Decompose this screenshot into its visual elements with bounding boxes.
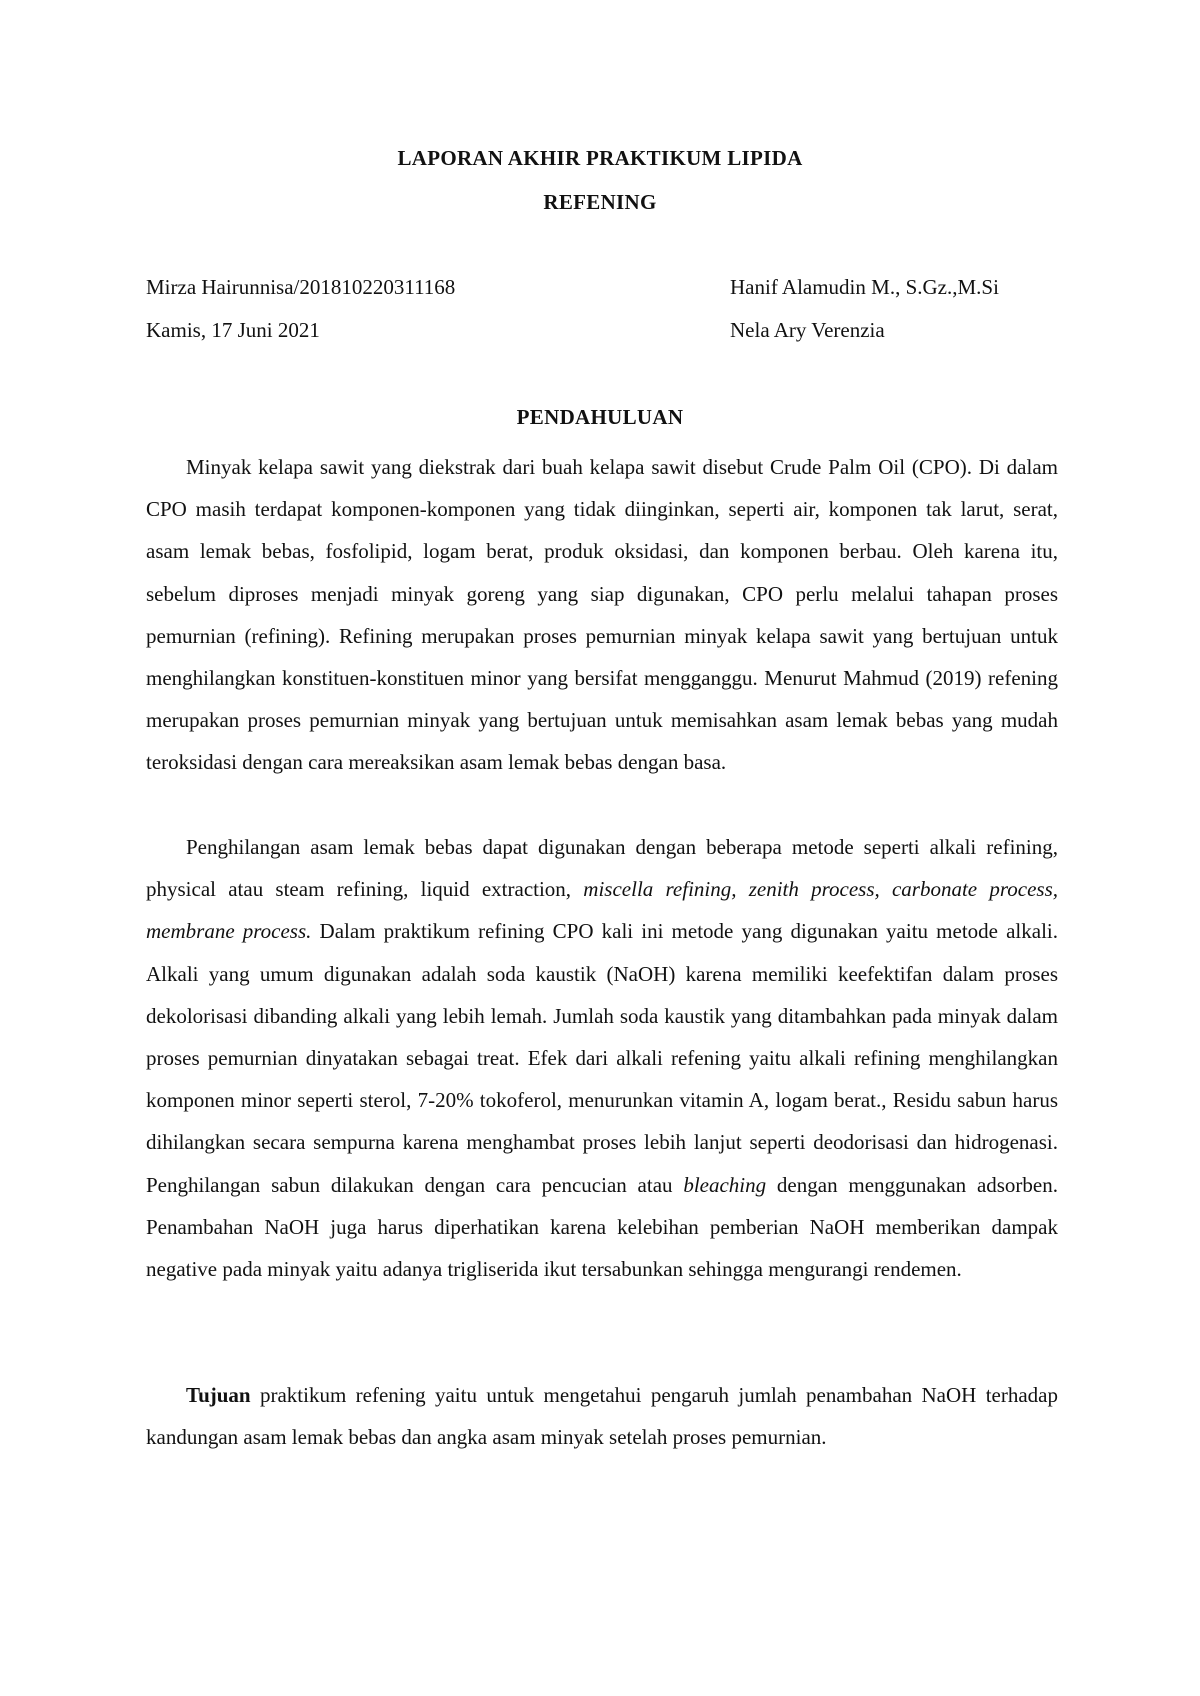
paragraph-objective — [146, 1374, 1058, 1458]
assistant-line: Nela Ary Verenzia — [730, 318, 885, 342]
paragraph-2-part3: dengan menggunakan adsorben. Penambahan NaOH juga harus diperhatikan karena kelebihan pemberian NaOH memberikan dampak negative pada minyak yaitu adanya trigliserida ikut tersabunkan sehingga mengurangi rendemen. — [146, 1172, 1058, 1282]
section-title: PENDAHULUAN — [516, 405, 684, 429]
author-line: Mirza Hairunnisa/201810220311168 — [146, 275, 456, 299]
paragraph-2-text — [146, 826, 1058, 1290]
date-line: Kamis, 17 Juni 2021 — [146, 318, 320, 342]
paragraph-2-italic-methods: miscella refining, zenith process, carbonate process, membrane process. — [146, 877, 1058, 944]
lecturer-line: Hanif Alamudin M., S.Gz.,M.Si — [730, 275, 999, 299]
paragraph-methods — [146, 826, 1058, 1290]
paragraph-intro — [146, 446, 1058, 784]
paragraph-1-text: Minyak kelapa sawit yang diekstrak dari buah kelapa sawit disebut Crude Palm Oil (CPO). Di dalam CPO masih terdapat komponen-komponen yang tidak diinginkan, seperti air, komponen tak larut, serat, asam lemak bebas, fosfolipid, logam berat, produk oksidasi, dan komponen berbau. Oleh karena itu, sebelum diproses menjadi minyak goreng yang siap digunakan, CPO perlu melalui tahapan proses pemurnian (refining). Refining merupakan proses pemurnian minyak kelapa sawit yang bertujuan untuk menghilangkan konstituen-konstituen minor yang bersifat mengganggu. Menurut Mahmud (2019) refening merupakan proses pemurnian minyak yang bertujuan untuk memisahkan asam lemak bebas yang mudah teroksidasi dengan cara mereaksikan asam lemak bebas dengan basa. — [146, 455, 1058, 775]
report-subtitle: REFENING — [543, 190, 657, 214]
paragraph-2-italic-bleaching: bleaching — [683, 1172, 767, 1197]
objective-rest: praktikum refening yaitu untuk mengetahui pengaruh jumlah penambahan NaOH terhadap kandungan asam lemak bebas dan angka asam minyak setelah proses pemurnian. — [146, 1383, 1058, 1450]
paragraph-3-text — [146, 1374, 1058, 1458]
report-title: LAPORAN AKHIR PRAKTIKUM LIPIDA — [397, 146, 803, 170]
objective-lead: Tujuan — [186, 1383, 251, 1407]
paragraph-2-part2: Dalam praktikum refining CPO kali ini metode yang digunakan yaitu metode alkali. Alkali yang umum digunakan adalah soda kaustik (NaOH) karena memiliki keefektifan dalam proses dekolorisasi dibanding alkali yang lebih lemah. Jumlah soda kaustik yang ditambahkan pada minyak dalam proses pemurnian dinyatakan sebagai treat. Efek dari alkali refening yaitu alkali refining menghilangkan komponen minor seperti sterol, 7-20% tokoferol, menurunkan vitamin A, logam berat., Residu sabun harus dihilangkan secara sempurna karena menghambat proses lebih lanjut seperti deodorisasi dan hidrogenasi. Penghilangan sabun dilakukan dengan cara pencucian atau — [146, 919, 1058, 1197]
paragraph-2-part1: Penghilangan asam lemak bebas dapat digunakan dengan beberapa metode seperti alkali refining, physical atau steam refining, liquid extraction, — [146, 835, 1058, 902]
